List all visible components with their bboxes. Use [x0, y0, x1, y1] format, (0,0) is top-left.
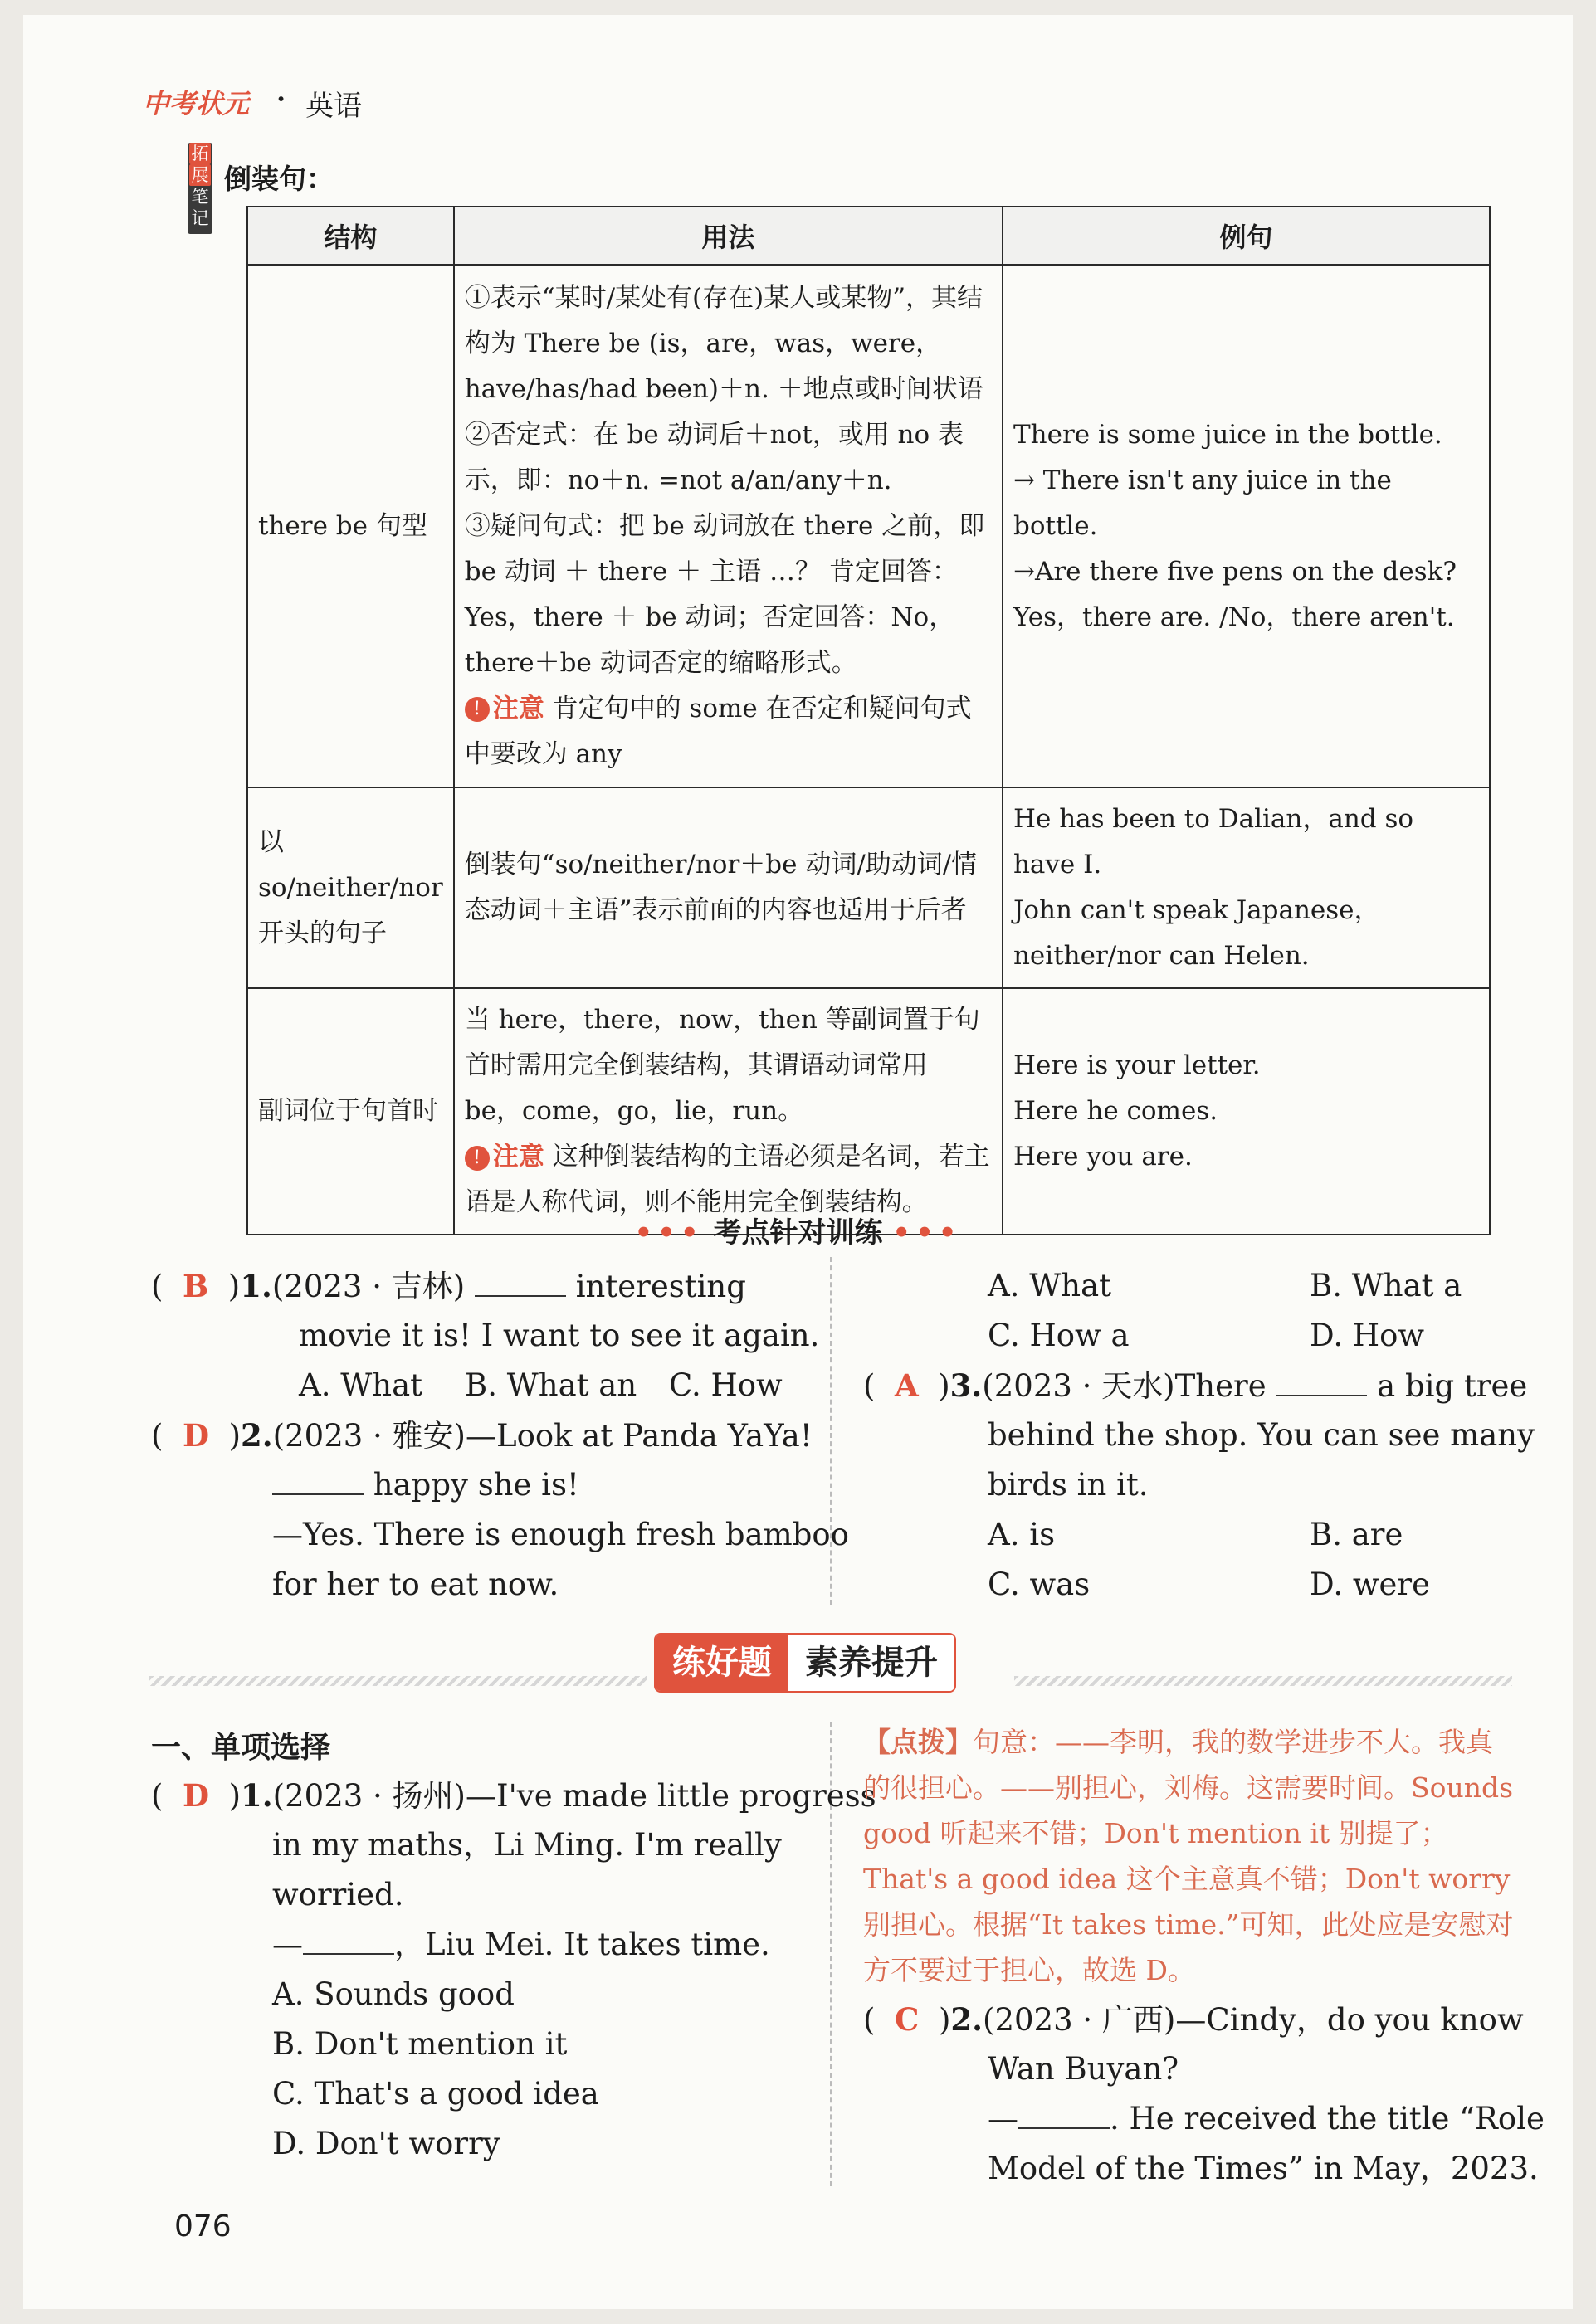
option: C. How a — [988, 1318, 1130, 1353]
practice-question-2: ( C )2.(2023 · 广西)—Cindy，do you know — [863, 2001, 1524, 2038]
question-text: —Cindy，do you know — [1175, 2002, 1524, 2038]
example-line: There is some juice in the bottle. — [1013, 419, 1442, 450]
question-text: worried. — [272, 1877, 404, 1912]
example-line: Here is your letter. — [1013, 1050, 1261, 1080]
drill-title-text: 考点针对训练 — [713, 1216, 883, 1250]
practice-question-1: ( D )1.(2023 · 扬州)—I've made little progress — [151, 1777, 876, 1814]
source: (2023 · 天水) — [982, 1368, 1175, 1404]
option: B. Don't mention it — [272, 2026, 568, 2062]
example-line: →Are there five pens on the desk? — [1013, 556, 1457, 587]
question-text: ，Liu Mei. It takes time. — [394, 1927, 770, 1962]
question-text: a big tree — [1377, 1368, 1528, 1404]
drill-question-2: ( D )2.(2023 · 雅安)—Look at Panda YaYa! — [151, 1417, 813, 1454]
example-cell — [1003, 787, 1490, 988]
option: B. are — [1310, 1517, 1403, 1552]
option: B. What an — [465, 1367, 637, 1403]
banner-left-label: 练好题 — [656, 1635, 788, 1691]
header-dot: · — [276, 83, 286, 114]
banner-stripes — [149, 1676, 647, 1686]
usage-line: ③疑问句式：把 be 动词放在 there 之前，即 be 动词 ＋ there ＋ 主语 …？ 肯定回答：Yes，there ＋ be 动词；否定回答：No，there＋be 动词否定的缩略形式。 — [464, 510, 985, 678]
example-line: John can't speak Japanese，neither/nor can Helen. — [1013, 895, 1380, 971]
alert-icon: ! — [465, 697, 490, 722]
example-line: Yes，there are. /No，there aren't. — [1013, 602, 1455, 632]
side-tag-char: 拓 — [189, 143, 211, 164]
drill-question-3: ( A )3.(2023 · 天水)There a big tree — [863, 1367, 1528, 1404]
option: B. What a — [1310, 1268, 1462, 1303]
header-brand: 中考状元 — [143, 88, 250, 119]
page-number: 076 — [174, 2210, 232, 2244]
answer: C — [894, 2001, 920, 2038]
example-line: He has been to Dalian，and so have I. — [1013, 804, 1414, 879]
question-text: —Yes. There is enough fresh bamboo — [272, 1517, 849, 1552]
side-tag — [188, 143, 212, 234]
question-number: 1. — [240, 1268, 272, 1304]
question-text: Wan Buyan? — [988, 2051, 1179, 2087]
decor-dots: ••• — [634, 1216, 704, 1250]
section-title: 倒装句： — [224, 163, 334, 195]
note-label: 注意 — [492, 693, 544, 724]
alert-icon: ! — [465, 1146, 490, 1171]
example-line: → There isn't any juice in the bottle. — [1013, 465, 1392, 541]
banner-right-label: 素养提升 — [788, 1635, 954, 1691]
drill-title — [0, 1210, 1596, 1250]
hint-label: 【点拨】 — [863, 1726, 973, 1758]
example-line: Here he comes. — [1013, 1096, 1218, 1126]
side-tag-char: 笔 — [191, 187, 209, 207]
question-number: 1. — [241, 1777, 273, 1814]
source: (2023 · 吉林) — [271, 1269, 466, 1304]
option: A. What — [299, 1367, 423, 1403]
column-header: 结构 — [247, 207, 454, 265]
section-heading: 一、单项选择 — [151, 1731, 331, 1765]
column-header: 例句 — [1003, 207, 1490, 265]
question-text: Model of the Times” in May，2023. — [988, 2151, 1539, 2186]
practice-banner — [654, 1633, 956, 1693]
side-tag-char: 记 — [191, 208, 209, 228]
note-text: 肯定句中的 some 在否定和疑问句式中要改为 any — [464, 693, 972, 769]
question-text: happy she is! — [373, 1467, 579, 1503]
usage-line: ②否定式：在 be 动词后＋not，或用 no 表示，即：no＋n. =not a/an/any＋n. — [464, 419, 964, 495]
source: (2023 · 雅安) — [272, 1418, 466, 1454]
question-text: interesting — [575, 1269, 746, 1304]
question-line: — ，Liu Mei. It takes time. — [272, 1927, 770, 1962]
table-row — [247, 988, 1490, 1235]
example-cell — [1003, 988, 1490, 1235]
note-label: 注意 — [492, 1142, 544, 1172]
note — [465, 686, 992, 777]
structure-cell: there be 句型 — [247, 265, 454, 787]
drill-question-1: ( B )1.(2023 · 吉林) interesting — [151, 1268, 746, 1304]
header-subject: 英语 — [305, 90, 362, 123]
question-number: 3. — [949, 1367, 983, 1404]
structure-cell: 以 so/neither/nor 开头的句子 — [247, 787, 454, 988]
question-text: . He received the title “Role — [1110, 2101, 1545, 2136]
grammar-table — [246, 206, 1491, 1235]
option: D. Don't worry — [272, 2126, 500, 2161]
source: (2023 · 扬州) — [272, 1778, 466, 1814]
option: A. is — [988, 1517, 1056, 1552]
question-text: —Look at Panda YaYa! — [466, 1418, 813, 1454]
example-cell — [1003, 265, 1490, 787]
option: C. That's a good idea — [272, 2076, 599, 2112]
answer: B — [182, 1268, 209, 1304]
question-number: 2. — [241, 1417, 273, 1454]
question-text: behind the shop. You can see many — [988, 1417, 1535, 1453]
usage-line: ①表示“某时/某处有(存在)某人或某物”，其结构为 There be (is，are，was，were，have/has/had been)＋n. ＋地点或时间状语 — [464, 282, 983, 404]
question-text: movie it is! I want to see it again. — [299, 1318, 820, 1353]
usage-cell — [454, 265, 1003, 787]
usage-line: 当 here，there，now，then 等副词置于句首时需用完全倒装结构，其谓语动词常用 be，come，go，lie，run。 — [464, 1005, 980, 1126]
question-line: — . He received the title “Role — [988, 2101, 1545, 2136]
option: D. were — [1310, 1566, 1431, 1602]
question-number: 2. — [950, 2001, 983, 2038]
question-text: —I've made little progress — [466, 1778, 876, 1814]
question-text: for her to eat now. — [272, 1566, 559, 1602]
table-row — [247, 265, 1490, 787]
decor-dots: ••• — [892, 1216, 962, 1250]
usage-line: 倒装句“so/neither/nor＋be 动词/助动词/情态动词＋主语”表示前面的内容也适用于后者 — [464, 850, 978, 925]
question-text: There — [1174, 1368, 1267, 1404]
option: A. What — [988, 1268, 1112, 1303]
note-text: 这种倒装结构的主语必须是名词，若主语是人称代词，则不能用完全倒装结构。 — [464, 1142, 990, 1217]
option: C. How — [669, 1367, 783, 1403]
column-header: 用法 — [454, 207, 1003, 265]
answer: D — [182, 1777, 210, 1814]
table-row — [247, 787, 1490, 988]
option: D. How — [1310, 1318, 1425, 1353]
side-tag-char: 展 — [189, 164, 211, 186]
usage-cell — [454, 988, 1003, 1235]
example-line: Here you are. — [1013, 1142, 1193, 1172]
question-text: birds in it. — [988, 1467, 1149, 1503]
question-text: in my maths，Li Ming. I'm really — [272, 1827, 782, 1863]
answer-blank[interactable] — [272, 1465, 364, 1495]
banner-stripes — [1014, 1676, 1512, 1686]
structure-cell: 副词位于句首时 — [247, 988, 454, 1235]
question-line — [272, 1460, 579, 1510]
answer-blank[interactable] — [303, 1925, 394, 1955]
option: A. Sounds good — [272, 1976, 515, 2012]
hint-box — [863, 1719, 1519, 1993]
usage-cell — [454, 787, 1003, 988]
answer-blank[interactable] — [1276, 1367, 1367, 1396]
answer: D — [182, 1417, 210, 1454]
answer-blank[interactable] — [1018, 2099, 1110, 2129]
option: C. was — [988, 1566, 1091, 1602]
source: (2023 · 广西) — [983, 2002, 1176, 2038]
answer-blank[interactable] — [475, 1267, 566, 1297]
table-header-row — [247, 207, 1490, 265]
answer: A — [894, 1367, 919, 1404]
hint-text: 句意：——李明，我的数学进步不大。我真的很担心。——别担心，刘梅。这需要时间。Sounds good 听起来不错；Don't mention it 别提了；That's a good idea 这个主意真不错；Don't worry 别担心。根据“It takes time.”可知，此处应是安慰对方不要过于担心，故选 D。 — [863, 1726, 1514, 1986]
